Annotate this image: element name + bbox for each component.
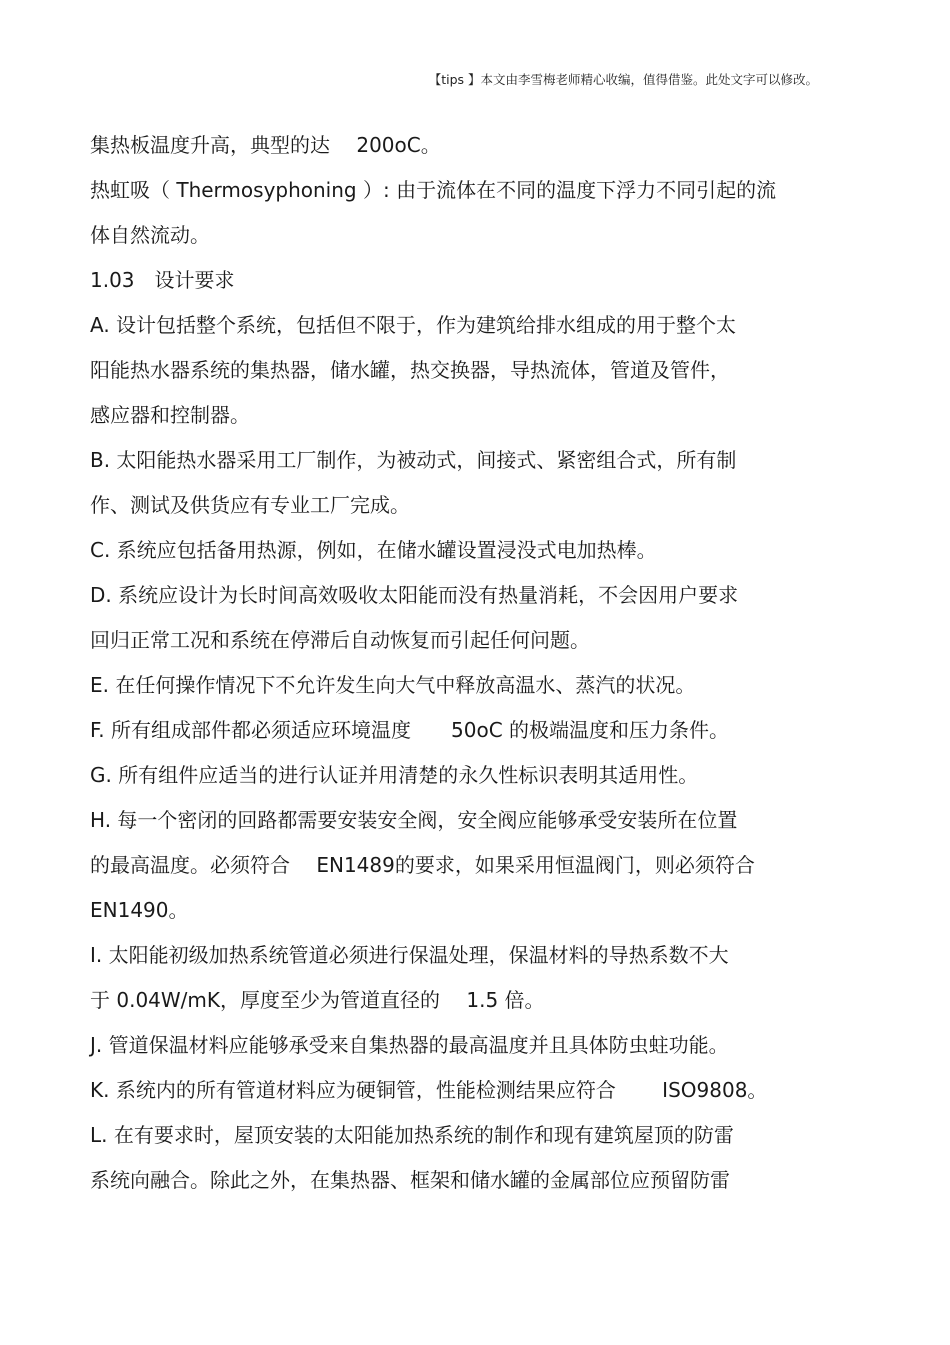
body-line: G. 所有组件应适当的进行认证并用清楚的永久性标识表明其适用性。: [90, 763, 699, 787]
body-line: 的最高温度。必须符合 EN1489的要求，如果采用恒温阀门，则必须符合: [90, 853, 755, 877]
body-line: J. 管道保温材料应能够承受来自集热器的最高温度并且具体防虫蛀功能。: [90, 1033, 729, 1057]
body-line: K. 系统内的所有管道材料应为硬铜管，性能检测结果应符合 ISO9808。: [90, 1078, 768, 1102]
body-line: EN1490。: [90, 898, 189, 922]
body-line: 集热板温度升高，典型的达 200oC。: [90, 133, 441, 157]
body-line: B. 太阳能热水器采用工厂制作，为被动式，间接式、紧密组合式，所有制: [90, 448, 737, 472]
body-line: 于 0.04W/mK，厚度至少为管道直径的 1.5 倍。: [90, 988, 545, 1012]
body-line: H. 每一个密闭的回路都需要安装安全阀，安全阀应能够承受安装所在位置: [90, 808, 738, 832]
body-line: 体自然流动。: [90, 223, 210, 247]
body-line: D. 系统应设计为长时间高效吸收太阳能而没有热量消耗，不会因用户要求: [90, 583, 739, 607]
body-line: 回归正常工况和系统在停滞后自动恢复而引起任何问题。: [90, 628, 590, 652]
body-line: 系统向融合。除此之外，在集热器、框架和储水罐的金属部位应预留防雷: [90, 1168, 730, 1192]
section-heading: 1.03 设计要求: [90, 268, 235, 292]
document-body: [90, 126, 830, 1206]
body-line: 感应器和控制器。: [90, 403, 250, 427]
header-tip: 【tips 】本文由李雪梅老师精心收编，值得借鉴。此处文字可以修改。: [428, 72, 818, 87]
body-line: 作、测试及供货应有专业工厂完成。: [90, 493, 410, 517]
body-line: F. 所有组成部件都必须适应环境温度 50oC 的极端温度和压力条件。: [90, 718, 730, 742]
body-line: 阳能热水器系统的集热器，储水罐，热交换器，导热流体，管道及管件，: [90, 358, 730, 382]
body-line: 热虹吸（ Thermosyphoning ）: 由于流体在不同的温度下浮力不同引起的流: [90, 178, 777, 202]
body-line: C. 系统应包括备用热源，例如，在储水罐设置浸没式电加热棒。: [90, 538, 657, 562]
body-line: L. 在有要求时，屋顶安装的太阳能加热系统的制作和现有建筑屋顶的防雷: [90, 1123, 734, 1147]
body-line: E. 在任何操作情况下不允许发生向大气中释放高温水、蒸汽的状况。: [90, 673, 696, 697]
body-line: I. 太阳能初级加热系统管道必须进行保温处理，保温材料的导热系数不大: [90, 943, 729, 967]
body-line: A. 设计包括整个系统，包括但不限于，作为建筑给排水组成的用于整个太: [90, 313, 737, 337]
